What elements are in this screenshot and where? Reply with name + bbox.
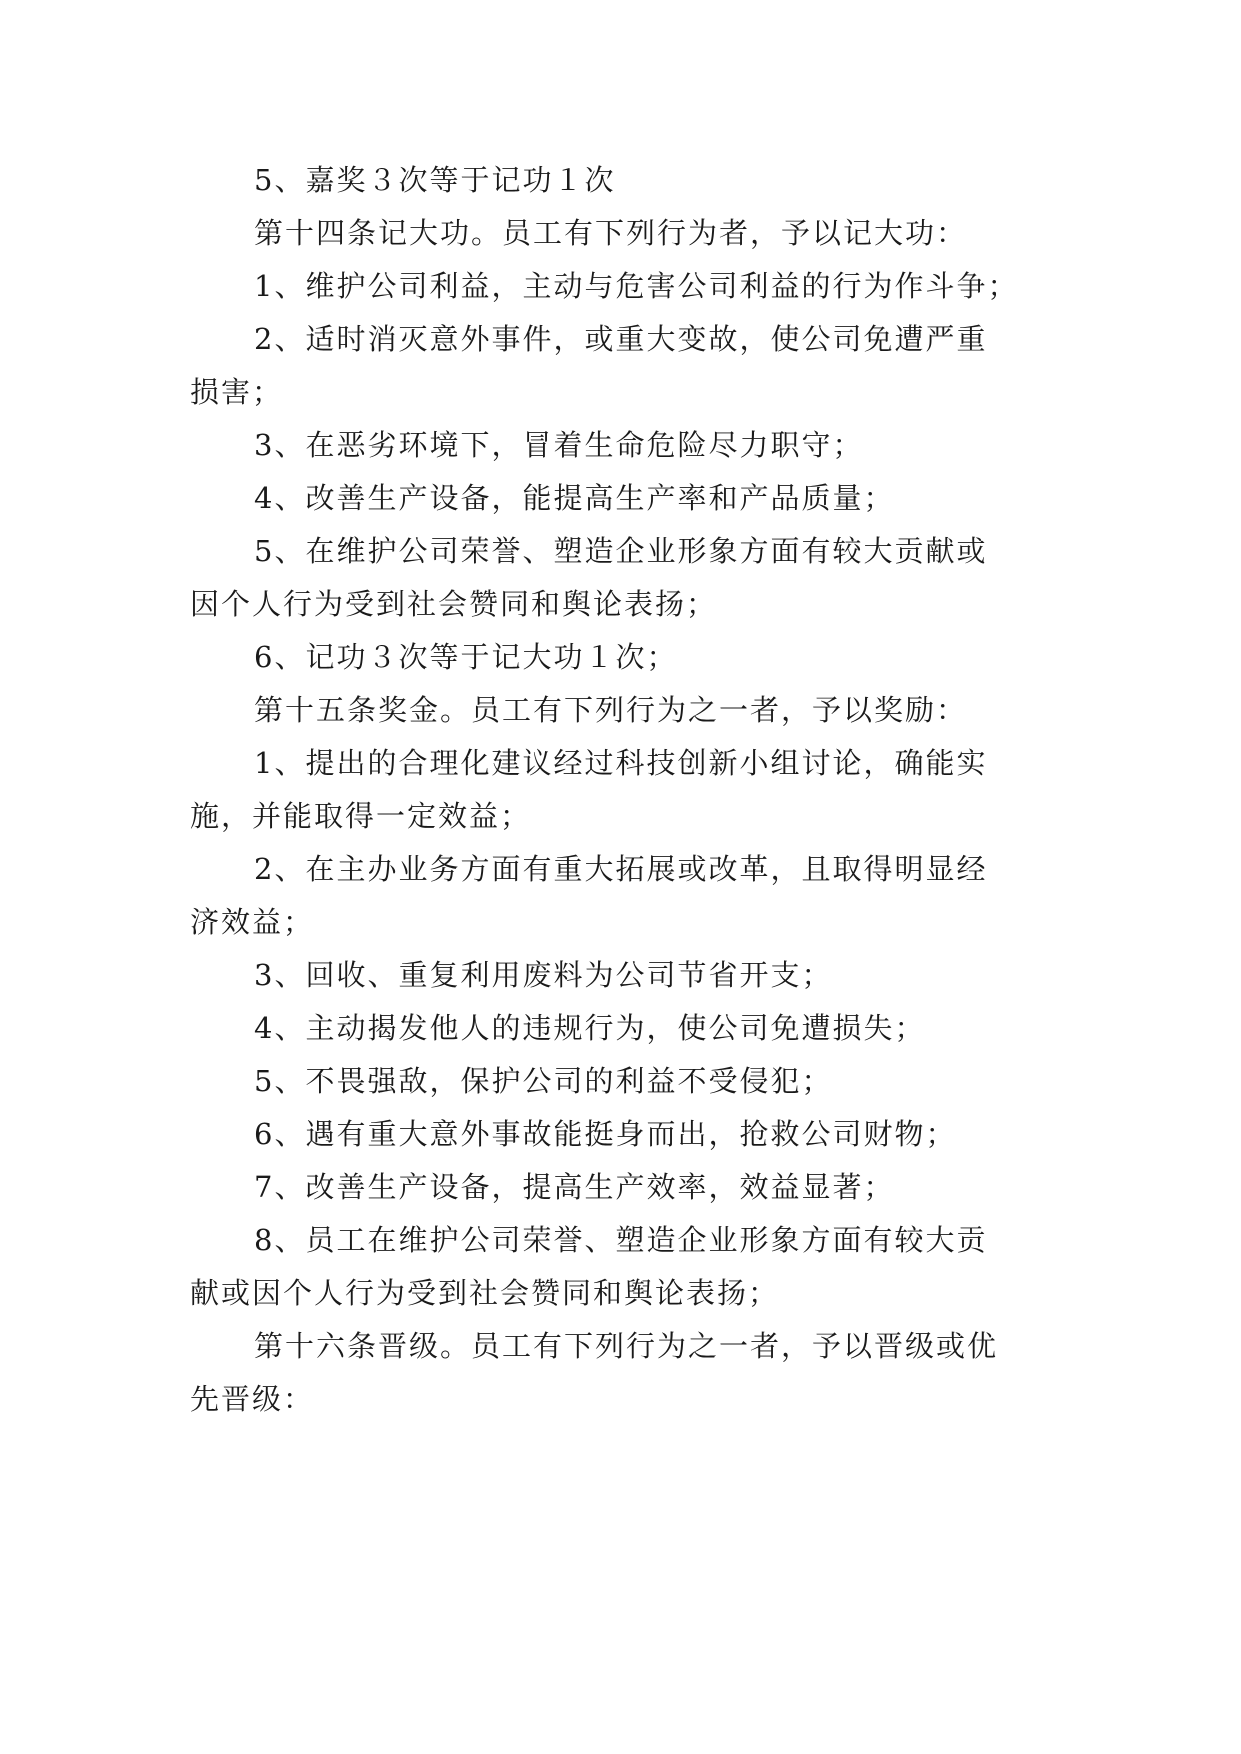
list-item-line: 3、在恶劣环境下，冒着生命危险尽力职守； [254, 428, 864, 462]
continuation-line: 先晋级： [190, 1382, 315, 1416]
list-item-line: 6、记功３次等于记大功１次； [254, 640, 678, 674]
list-item-line: 5、不畏强敌，保护公司的利益不受侵犯； [254, 1064, 833, 1098]
paragraph-line: 5、嘉奖３次等于记功１次 [254, 163, 616, 197]
list-item-line: 2、在主办业务方面有重大拓展或改革，且取得明显经 [254, 852, 988, 886]
list-item-line: 1、维护公司利益，主动与危害公司利益的行为作斗争； [254, 269, 1019, 303]
continuation-line: 损害； [190, 375, 284, 409]
list-item-line: 7、改善生产设备，提高生产效率，效益显著； [254, 1170, 895, 1204]
list-item-line: 2、适时消灭意外事件，或重大变故，使公司免遭严重 [254, 322, 988, 356]
continuation-line: 因个人行为受到社会赞同和舆论表扬； [190, 587, 718, 621]
article-heading-line: 第十五条奖金。员工有下列行为之一者，予以奖励： [254, 693, 968, 727]
article-heading-line: 第十六条晋级。员工有下列行为之一者，予以晋级或优 [254, 1329, 999, 1363]
list-item-line: 3、回收、重复利用废料为公司节省开支； [254, 958, 833, 992]
list-item-line: 5、在维护公司荣誉、塑造企业形象方面有较大贡献或 [254, 534, 988, 568]
continuation-line: 济效益； [190, 905, 315, 939]
list-item-line: 1、提出的合理化建议经过科技创新小组讨论，确能实 [254, 746, 988, 780]
list-item-line: 4、主动揭发他人的违规行为，使公司免遭损失； [254, 1011, 926, 1045]
article-heading-line: 第十四条记大功。员工有下列行为者，予以记大功： [254, 216, 968, 250]
list-item-line: 8、员工在维护公司荣誉、塑造企业形象方面有较大贡 [254, 1223, 988, 1257]
list-item-line: 6、遇有重大意外事故能挺身而出，抢救公司财物； [254, 1117, 957, 1151]
continuation-line: 献或因个人行为受到社会赞同和舆论表扬； [190, 1276, 780, 1310]
list-item-line: 4、改善生产设备，能提高生产率和产品质量； [254, 481, 895, 515]
continuation-line: 施，并能取得一定效益； [190, 799, 532, 833]
